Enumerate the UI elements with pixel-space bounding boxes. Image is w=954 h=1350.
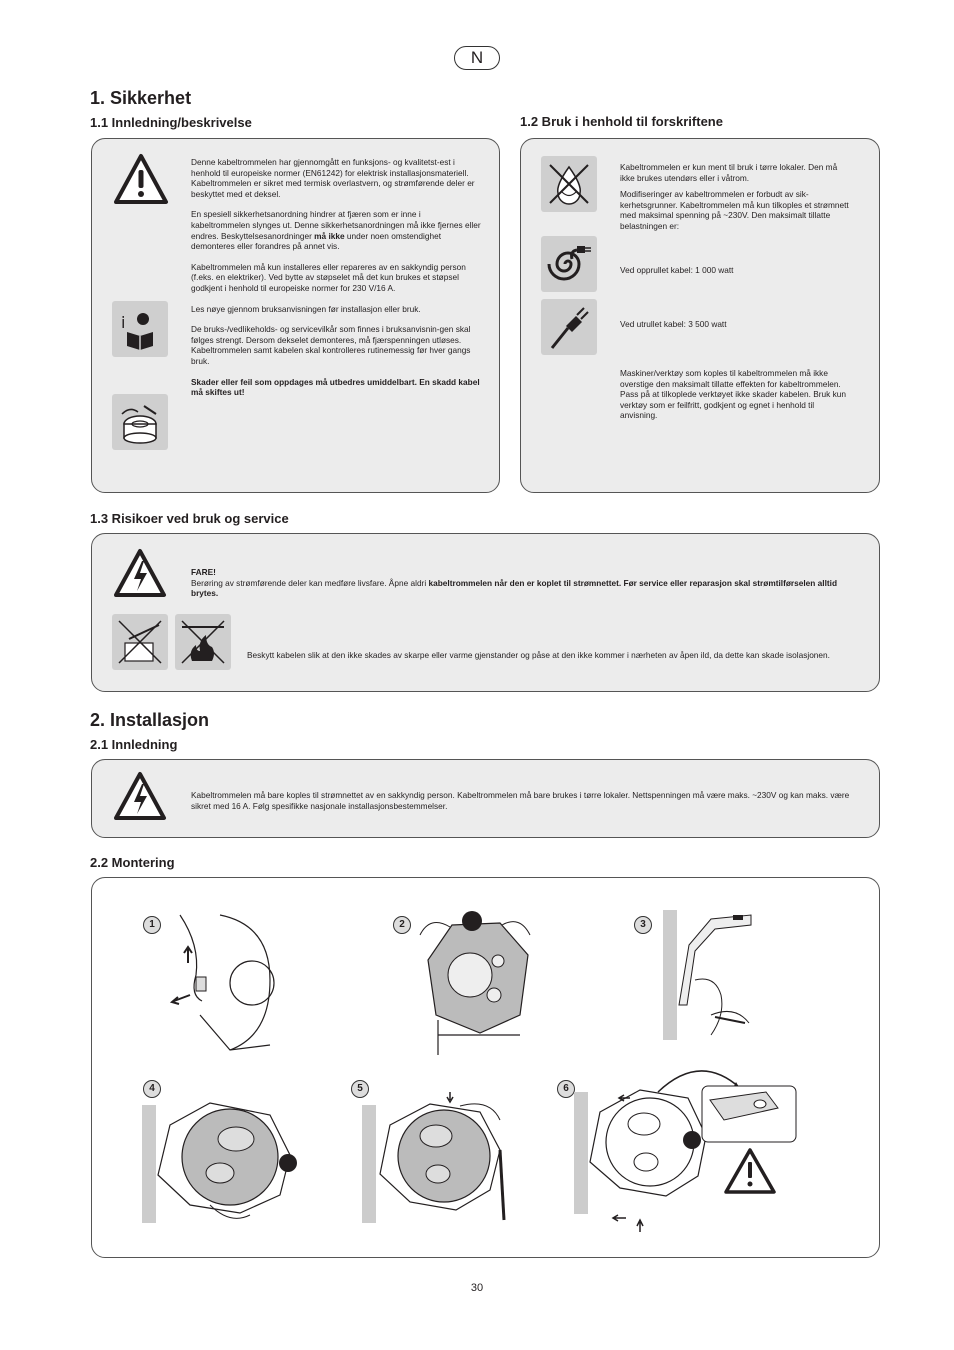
intro-text: [191, 157, 481, 398]
use-uncoiled-rating: Ved utrullet kabel: 3 500 watt: [620, 319, 727, 329]
use-paragraph-1: Kabeltrommelen er kun ment til bruk i tørre lokaler. Den må ikke brukes utendørs eller i våtrom.: [620, 162, 838, 183]
intro-paragraph-5: De bruks-/vedlikeholds- og servicevilkår som finnes i bruksanvisnin-gen skal følges strengt. Dersom dekselet demonteres, må fjærspenningen utløses. Kabeltrommelen samt kabelen skal kontrolleres rutinemessig før hver gangs bruk.: [191, 324, 471, 366]
section-title-safety: 1. Sikkerhet: [90, 88, 192, 108]
step-2-illustration: [410, 905, 540, 1055]
electric-hazard-icon: [112, 770, 168, 824]
no-sharp-objects-icon: [112, 614, 168, 670]
intro-paragraph-3: Kabeltrommelen må kun installeres eller repareres av en sakkyndig person (f.eks. en elektriker). Ved bytte av støpselet må det kun brukes et støpsel godkjent i henhold til europeiske normer for 230 V/16 A.: [191, 261, 466, 293]
no-fire-icon: [175, 614, 231, 670]
step-6-illustration: [570, 1062, 800, 1244]
install-intro-text: Kabeltrommelen må bare koples til strømnettet av en sakkyndig person. Kabeltrommelen må bare brukes i tørre lokaler. Nettspenningen må være maks. ~230V og kan maks. være sikret med 16 A. Følg spesifikke nasjonale installasjonsbestemmelser.: [191, 790, 850, 811]
use-paragraph-2: Modifiseringer av kabeltrommelen er forbudt av sik-kerhetsgrunner. Kabeltrommelen må kun tilkoples et strømnett med maksimal spenning på ~230V. Den maksimalt tillatte belastningen er:: [620, 189, 849, 231]
step-3-illustration: [655, 905, 765, 1055]
inspect-drum-icon: [112, 394, 168, 450]
danger-title: FARE!: [191, 567, 216, 577]
heading-1-1: 1.1 Innledning/beskrivelse: [90, 115, 252, 130]
no-water-icon: [541, 156, 597, 212]
heading-1-3: 1.3 Risikoer ved bruk og service: [90, 511, 289, 526]
step-number: 2: [393, 916, 411, 934]
warning-triangle-icon: [112, 150, 170, 208]
danger-body: Berøring av strømførende deler kan medføre livsfare. Åpne aldri kabeltrommelen når den er koplet til strømnettet. Før service eller reparasjon skal strømtilførselen alltid brytes.: [191, 577, 838, 599]
intro-paragraph-1: Denne kabeltrommelen har gjennomgått en funksjons- og kvalitetst-est i henhold til europeiske normer (EN61242) for elektrisk installasjonsmateriell. Kabeltrommelen er sikret med termisk overlastvern, og strømførende deler er beskyttet med et deksel.: [191, 157, 475, 199]
intro-paragraph-6: Skader eller feil som oppdages må utbedres umiddelbart. En skadd kabel må skiftes ut!: [191, 376, 480, 398]
danger-text: [191, 567, 851, 599]
use-coiled-rating: Ved opprullet kabel: 1 000 watt: [620, 265, 734, 275]
step-number: 3: [634, 916, 652, 934]
language-badge: N: [454, 46, 500, 70]
heading-2-1: 2.1 Innledning: [90, 737, 178, 752]
step-number: 5: [351, 1080, 369, 1098]
heading-2-2: 2.2 Montering: [90, 855, 175, 870]
intro-paragraph-4: Les nøye gjennom bruksanvisningen før installasjon eller bruk.: [191, 303, 421, 314]
step-4-illustration: [140, 1095, 310, 1225]
step-number: 6: [557, 1080, 575, 1098]
protect-cable-text: Beskytt kabelen slik at den ikke skades av skarpe eller varme gjenstander og påse at den ikke kommer i nærheten av åpen ild, da dette kan skade isolasjonen.: [247, 650, 830, 660]
use-paragraph-5: Maskiner/verktøy som koples til kabeltrommelen må ikke overstige den maksimalt tillatte effekten for kabeltrommelen. Pass på at tilkoplede verktøyet ikke skader kabelen. Bruk kun verktøy som er feilfritt, godkjent og egnet i henhold til anvisning.: [620, 368, 846, 421]
coiled-cable-icon: [541, 236, 597, 292]
intended-use-text-top: [620, 162, 850, 232]
heading-1-2: 1.2 Bruk i henhold til forskriftene: [520, 114, 723, 129]
electric-hazard-icon: [112, 547, 168, 601]
step-number: 1: [143, 916, 161, 934]
page-number: 30: [470, 1282, 484, 1294]
section-title-installation: 2. Installasjon: [90, 710, 210, 730]
intro-paragraph-2: En spesiell sikkerhetsanordning hindrer at fjæren som er inne i kabeltrommelen slynges ut. Denne sikkerhetsanordningen må ikke fjernes eller endres. Beskyttelsesanordninger må ikke under noen omstendighet demonteres eller forandres på annet vis.: [191, 209, 481, 252]
step-1-illustration: [160, 905, 280, 1060]
read-manual-icon: [112, 301, 168, 357]
svg-text:i: i: [121, 313, 126, 332]
step-5-illustration: [360, 1090, 530, 1225]
step-number: 4: [143, 1080, 161, 1098]
plug-icon: [541, 299, 597, 355]
